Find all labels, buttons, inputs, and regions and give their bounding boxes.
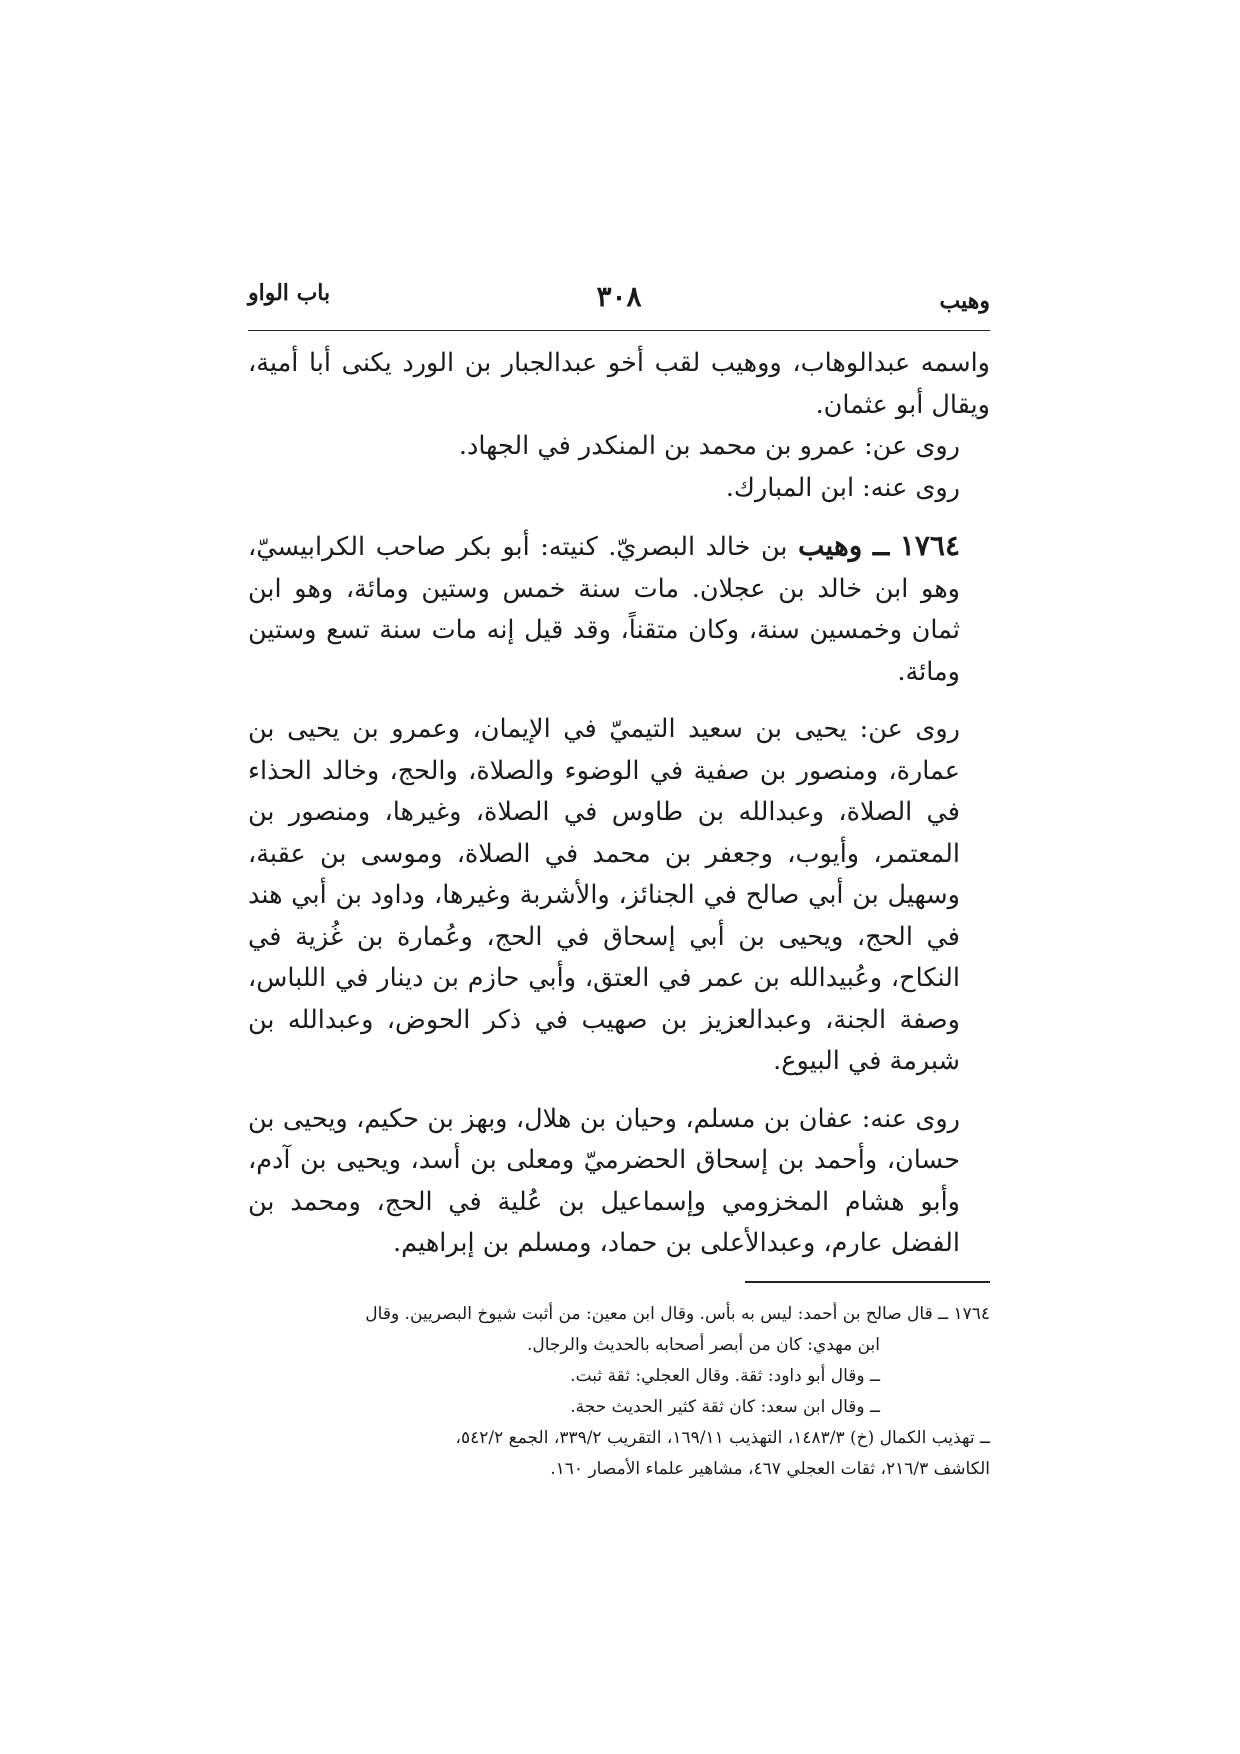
footnote-divider	[745, 1281, 990, 1283]
header-divider	[248, 330, 990, 331]
footnote-line: ــ تهذيب الكمال (خ) ١٤٨٣/٣، التهذيب ١٦٩/١١، التقريب ٣٣٩/٢، الجمع ٥٤٢/٢،	[455, 1427, 990, 1448]
continuation-narrated-by: روى عنه: ابن المبارك.	[725, 472, 960, 503]
entry-narrated-from: روى عن: يحيى بن سعيد التيميّ في الإيمان، وعمرو بن يحيى بن عمارة، ومنصور بن صفية في الوضوء والصلاة، والحج، وخالد الحذاء في الصلاة، وعبدالله بن طاوس في الصلاة، وغيرها، ومنصور بن المعتمر، وأيوب، وجعفر بن محمد في الصلاة، وموسى بن عقبة، وسهيل بن أبي صالح في الجنائز، والأشربة وغيرها، وداود بن أبي هند في الحج، ويحيى بن أبي إسحاق في الحج، وعُمارة بن غُزية في النكاح، وعُبيدالله بن عمر في العتق، وأبي حازم بن دينار في اللباس، وصفة الجنة، وعبدالعزيز بن صهيب في ذكر الحوض، وعبدالله بن شبرمة في البيوع.	[248, 714, 960, 1076]
book-page	[248, 280, 990, 1520]
footnote-line: ١٧٦٤ ــ قال صالح بن أحمد: ليس به بأس. وقال ابن معين: من أثبت شيوخ البصريين. وقال	[365, 1303, 990, 1324]
entry-intro: بن خالد البصريّ. كنيته: أبو بكر صاحب الكرابيسيّ، وهو ابن خالد بن عجلان. مات سنة خمس وستين ومائة، وهو ابن ثمان وخمسين سنة، وكان متقناً، وقد قيل إنه مات سنة تسع وستين ومائة.	[248, 532, 960, 687]
entry-intro-paragraph	[248, 525, 990, 693]
continuation-narrated-from: روى عن: عمرو بن محمد بن المنكدر في الجهاد.	[458, 431, 960, 461]
entry-narrated-by-block	[248, 1099, 990, 1265]
footnotes	[248, 1299, 990, 1485]
footnote-line: ــ وقال أبو داود: ثقة. وقال العجلي: ثقة ثبت.	[570, 1365, 880, 1386]
entry-name: وهيب	[798, 529, 863, 562]
footnote-line: الكاشف ٢١٦/٣، ثقات العجلي ٤٦٧، مشاهير علماء الأمصار ١٦٠.	[550, 1458, 990, 1479]
entry-dash: ــ	[872, 529, 890, 562]
header-chapter-title: باب الواو	[248, 280, 331, 306]
entry-narrated-by: روى عنه: عفان بن مسلم، وحيان بن هلال، وبهز بن حكيم، ويحيى بن حسان، وأحمد بن إسحاق الحضرميّ ومعلى بن أسد، ويحيى بن آدم، وأبو هشام المخزومي وإسماعيل بن عُلية في الحج، ومحمد بن الفضل عارم، وعبدالأعلى بن حماد، ومسلم بن إبراهيم.	[248, 1103, 960, 1258]
entry-1764	[248, 525, 990, 693]
footnote-line: ابن مهدي: كان من أبصر أصحابه بالحديث والرجال.	[526, 1334, 880, 1355]
previous-entry-continuation	[248, 343, 990, 509]
footnote-line: ــ وقال ابن سعد: كان ثقة كثير الحديث حجة.	[570, 1396, 880, 1417]
page-number: ٣٠٨	[596, 280, 642, 313]
running-header	[248, 280, 990, 330]
entry-number: ١٧٦٤	[899, 529, 960, 562]
continuation-text: واسمه عبدالوهاب، ووهيب لقب أخو عبدالجبار بن الورد يكنى أبا أمية، ويقال أبو عثمان.	[248, 348, 990, 420]
header-entry-word: وهيب	[939, 288, 990, 314]
entry-narrated-from-block	[248, 709, 990, 1083]
